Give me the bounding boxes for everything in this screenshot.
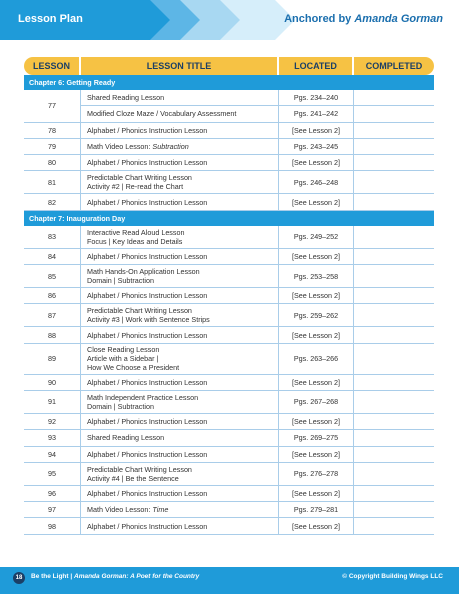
lesson-number: 94	[24, 447, 81, 463]
lesson-located: [See Lesson 2]	[279, 486, 354, 502]
completed-cell[interactable]	[354, 391, 434, 414]
lesson-title: Alphabet / Phonics Instruction Lesson	[81, 375, 279, 391]
table-header-row	[24, 57, 434, 75]
lesson-title: Alphabet / Phonics Instruction Lesson	[81, 288, 279, 304]
lesson-title: Alphabet / Phonics Instruction Lesson	[81, 447, 279, 463]
chapter-heading: Chapter 6: Getting Ready	[24, 75, 434, 90]
lesson-number: 96	[24, 486, 81, 502]
completed-cell[interactable]	[354, 486, 434, 502]
lesson-title: Predictable Chart Writing Lesson Activity #2 | Re-read the Chart	[81, 171, 279, 194]
lesson-title: Close Reading Lesson Article with a Sidebar | How We Choose a President	[81, 344, 279, 375]
completed-cell[interactable]	[354, 155, 434, 171]
completed-cell[interactable]	[354, 139, 434, 155]
lesson-located: [See Lesson 2]	[279, 327, 354, 343]
completed-cell[interactable]	[354, 518, 434, 534]
lesson-located: Pgs. 269–275	[279, 430, 354, 446]
table-row	[24, 486, 434, 502]
lesson-located: Pgs. 249–252	[279, 226, 354, 249]
lesson-located: [See Lesson 2]	[279, 518, 354, 534]
completed-cell[interactable]	[354, 123, 434, 139]
table-row	[24, 327, 434, 343]
table-row	[24, 518, 434, 534]
lesson-number: 91	[24, 391, 81, 414]
completed-cell[interactable]	[354, 249, 434, 265]
lesson-number: 97	[24, 502, 81, 518]
lesson-number: 88	[24, 327, 81, 343]
lesson-number: 80	[24, 155, 81, 171]
lesson-located: Pgs. 253–258	[279, 265, 354, 288]
lesson-located: Pgs. 267–268	[279, 391, 354, 414]
table-row	[24, 375, 434, 391]
page-header	[0, 0, 459, 40]
lesson-plan-title: Lesson Plan	[18, 13, 83, 25]
lesson-number: 82	[24, 194, 81, 210]
completed-cell[interactable]	[354, 375, 434, 391]
lesson-number: 90	[24, 375, 81, 391]
lesson-number: 93	[24, 430, 81, 446]
completed-cell[interactable]	[354, 344, 434, 375]
col-lesson-title: LESSON TITLE	[81, 57, 279, 75]
completed-cell[interactable]	[354, 265, 434, 288]
table-row	[24, 139, 434, 155]
lesson-located: [See Lesson 2]	[279, 249, 354, 265]
completed-cell[interactable]	[354, 447, 434, 463]
page-footer	[0, 567, 459, 594]
completed-cell[interactable]	[354, 304, 434, 327]
lesson-number: 83	[24, 226, 81, 249]
lesson-title: Alphabet / Phonics Instruction Lesson	[81, 414, 279, 430]
lesson-title: Math Independent Practice Lesson Domain | Subtraction	[81, 391, 279, 414]
col-located: LOCATED	[279, 57, 354, 75]
lesson-located: Pgs. 259–262	[279, 304, 354, 327]
table-row	[24, 447, 434, 463]
lesson-number: 79	[24, 139, 81, 155]
table-row	[24, 288, 434, 304]
lesson-number: 92	[24, 414, 81, 430]
table-row	[24, 249, 434, 265]
lesson-title: Predictable Chart Writing Lesson Activity #3 | Work with Sentence Strips	[81, 304, 279, 327]
page-number-badge: 18	[13, 572, 25, 584]
lesson-title: Predictable Chart Writing Lesson Activity #4 | Be the Sentence	[81, 463, 279, 486]
lesson-located: Pgs. 263–266	[279, 344, 354, 375]
lesson-title: Alphabet / Phonics Instruction Lesson	[81, 327, 279, 343]
lesson-number: 95	[24, 463, 81, 486]
lesson-title: Alphabet / Phonics Instruction Lesson	[81, 518, 279, 534]
lesson-number: 85	[24, 265, 81, 288]
table-row	[24, 90, 434, 106]
completed-cell[interactable]	[354, 171, 434, 194]
lesson-title: Alphabet / Phonics Instruction Lesson	[81, 123, 279, 139]
lesson-located: Pgs. 276–278	[279, 463, 354, 486]
table-row	[24, 155, 434, 171]
lesson-located: [See Lesson 2]	[279, 375, 354, 391]
footer-book-title: Be the Light | Amanda Gorman: A Poet for the Country	[31, 573, 200, 580]
completed-cell[interactable]	[354, 194, 434, 210]
table-row	[24, 414, 434, 430]
completed-cell[interactable]	[354, 327, 434, 343]
lesson-number: 86	[24, 288, 81, 304]
lesson-number: 84	[24, 249, 81, 265]
chapter-6-row	[24, 75, 434, 90]
lesson-number: 81	[24, 171, 81, 194]
completed-cell[interactable]	[354, 226, 434, 249]
table-row	[24, 226, 434, 249]
lesson-located: [See Lesson 2]	[279, 155, 354, 171]
lesson-number: 78	[24, 123, 81, 139]
author-name: Amanda Gorman	[354, 13, 443, 25]
table-row	[24, 304, 434, 327]
table-row	[24, 463, 434, 486]
lesson-title: Interactive Read Aloud Lesson Focus | Key Ideas and Details	[81, 226, 279, 249]
lesson-title: Math Hands-On Application Lesson Domain | Subtraction	[81, 265, 279, 288]
lesson-title: Shared Reading Lesson	[81, 90, 279, 106]
table-row	[24, 430, 434, 446]
completed-cell[interactable]	[354, 463, 434, 486]
lesson-title: Alphabet / Phonics Instruction Lesson	[81, 486, 279, 502]
table-row	[24, 194, 434, 210]
completed-cell[interactable]	[354, 90, 434, 106]
lesson-title: Shared Reading Lesson	[81, 430, 279, 446]
lesson-located: [See Lesson 2]	[279, 447, 354, 463]
lesson-located: Pgs. 241–242	[279, 106, 354, 122]
chapter-7-row	[24, 211, 434, 226]
completed-cell[interactable]	[354, 502, 434, 518]
col-lesson: LESSON	[24, 57, 81, 75]
lesson-number: 89	[24, 344, 81, 375]
lesson-title: Alphabet / Phonics Instruction Lesson	[81, 155, 279, 171]
col-completed: COMPLETED	[354, 57, 434, 75]
lesson-located: Pgs. 279–281	[279, 502, 354, 518]
lesson-located: [See Lesson 2]	[279, 194, 354, 210]
lesson-located: Pgs. 246–248	[279, 171, 354, 194]
completed-cell[interactable]	[354, 414, 434, 430]
table-row	[24, 265, 434, 288]
table-row	[24, 391, 434, 414]
lesson-title: Alphabet / Phonics Instruction Lesson	[81, 249, 279, 265]
lesson-number: 98	[24, 518, 81, 534]
lesson-located: [See Lesson 2]	[279, 123, 354, 139]
footer-copyright: © Copyright Building Wings LLC	[342, 573, 443, 580]
lesson-title: Math Video Lesson: Subtraction	[81, 139, 279, 155]
completed-cell[interactable]	[354, 106, 434, 122]
lesson-located: Pgs. 234–240	[279, 90, 354, 106]
lesson-title: Math Video Lesson: Time	[81, 502, 279, 518]
lesson-number: 87	[24, 304, 81, 327]
table-row	[24, 123, 434, 139]
lesson-located: [See Lesson 2]	[279, 414, 354, 430]
completed-cell[interactable]	[354, 288, 434, 304]
anchored-by-label: Anchored by Amanda Gorman	[284, 13, 443, 25]
lesson-table	[24, 57, 434, 535]
chapter-heading: Chapter 7: Inauguration Day	[24, 211, 434, 226]
lesson-number: 77	[24, 90, 81, 123]
lesson-located: Pgs. 243–245	[279, 139, 354, 155]
lesson-located: [See Lesson 2]	[279, 288, 354, 304]
completed-cell[interactable]	[354, 430, 434, 446]
lesson-title: Alphabet / Phonics Instruction Lesson	[81, 194, 279, 210]
lesson-title: Modified Cloze Maze / Vocabulary Assessment	[81, 106, 279, 122]
table-row	[24, 344, 434, 375]
table-row	[24, 502, 434, 518]
table-row	[24, 106, 434, 122]
table-row	[24, 171, 434, 194]
